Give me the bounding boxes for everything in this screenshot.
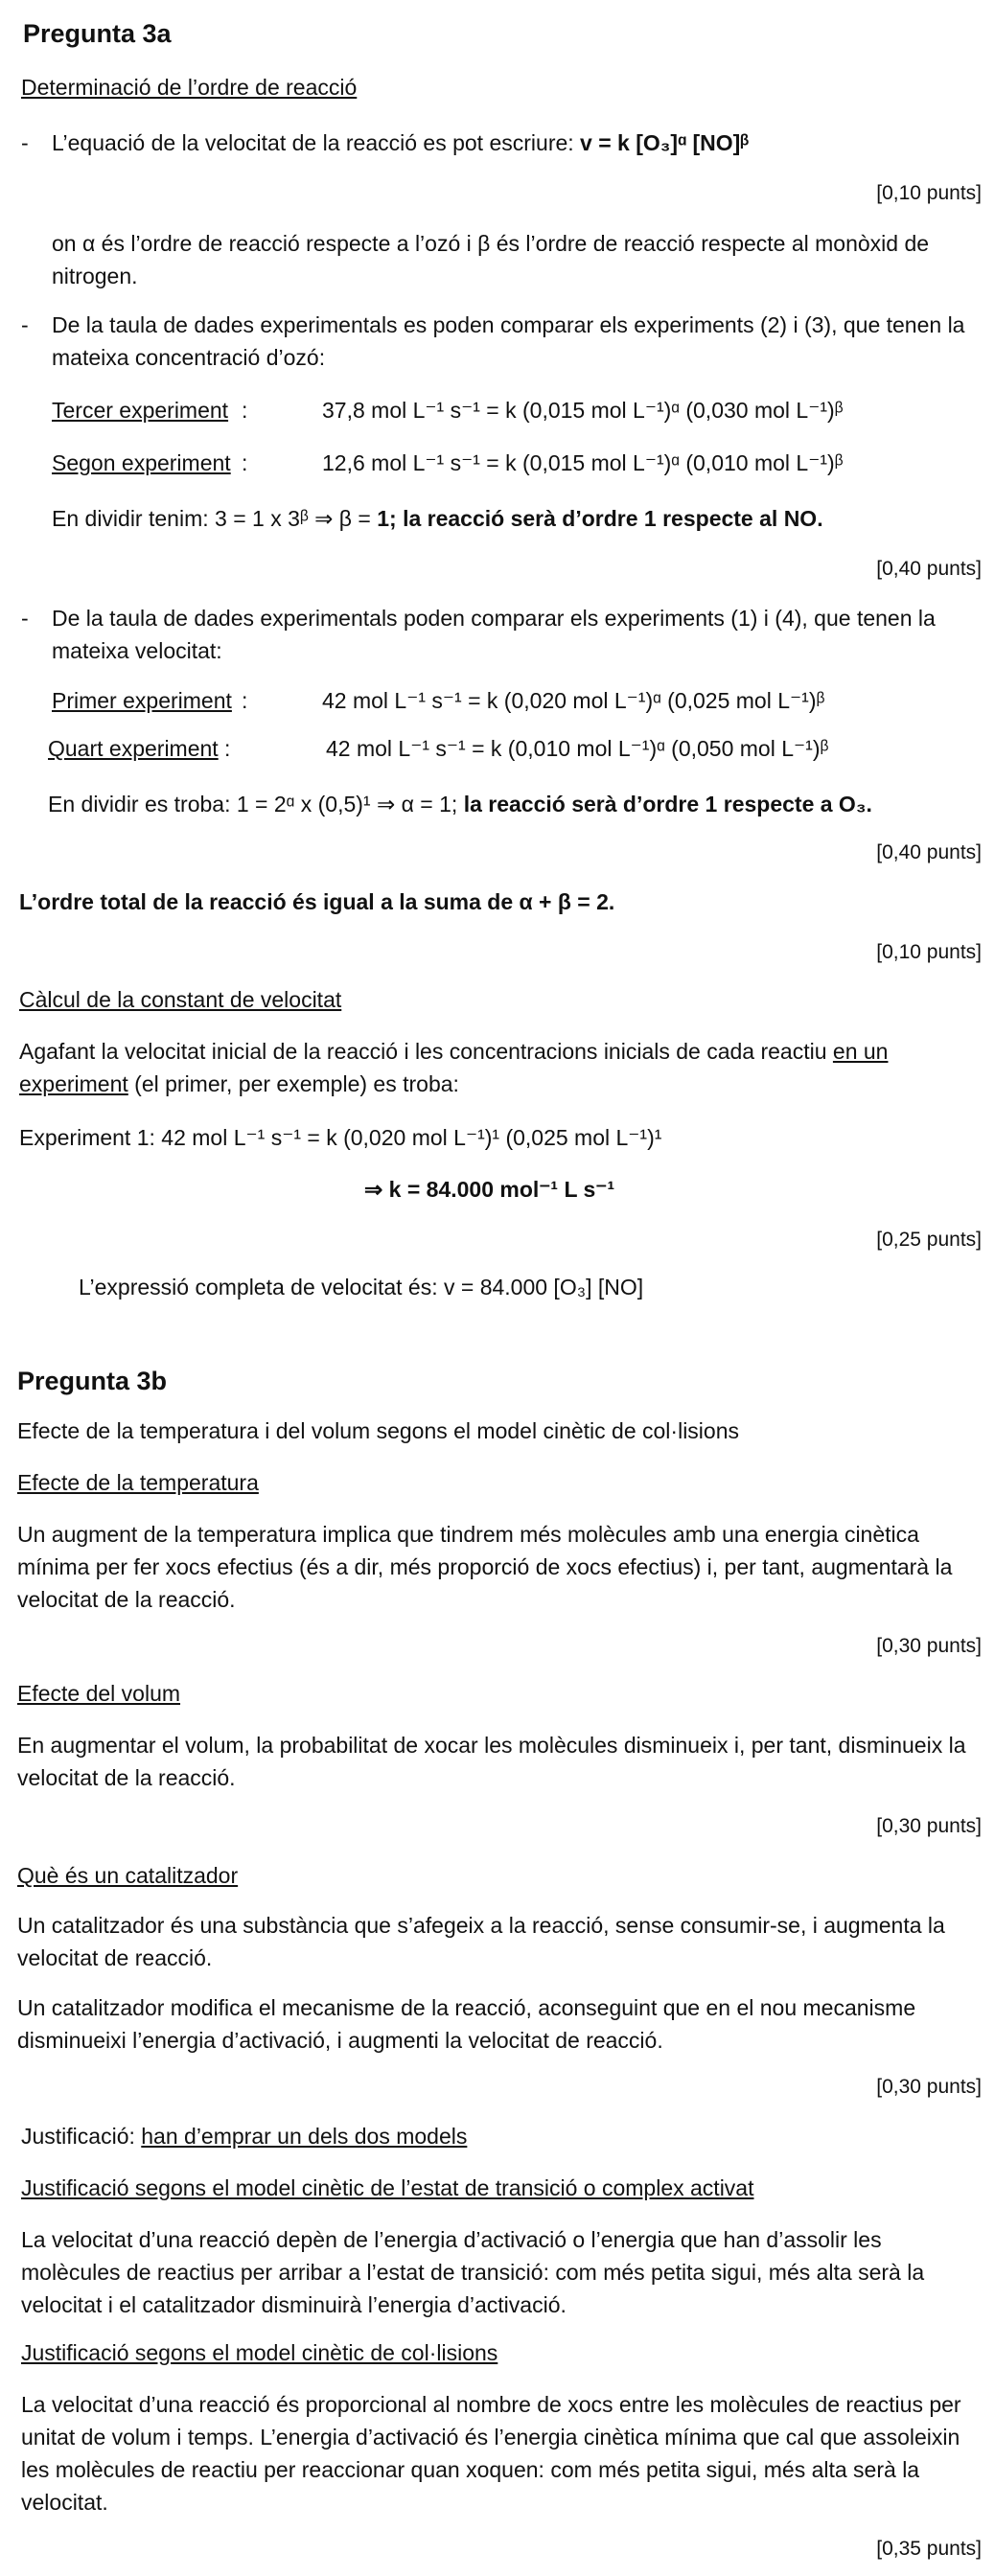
transition-state-text: La velocitat d’una reacció depèn de l’energia d’activació o l’energia que han d’assolir les molècules de reactius per arribar a l’estat de transició: com més petita sigui, més alta serà la velocitat i el catalitzador disminuirà l’energia d’activació. [21,2227,925,2317]
compare-2-3-text: De la taula de dades experimentals es poden comparar els experiments (2) i (3), que tenen la mateixa concentració d’ozó: [52,312,965,370]
collision-model-heading: Justificació segons el model cinètic de col·lisions [21,2340,498,2365]
first-experiment-equation: 42 mol L⁻¹ s⁻¹ = k (0,020 mol L⁻¹)ᵅ (0,025 mol L⁻¹)ᵝ [322,688,825,713]
transition-state-heading: Justificació segons el model cinètic de l’estat de transició o complex activat [21,2175,754,2200]
points-label: [0,25 punts] [876,1229,982,1251]
bullet-dash: - [21,130,29,155]
collision-model-text: La velocitat d’una reacció és proporcional al nombre de xocs entre les molècules de reactius per unitat de volum i temps. L’energia d’activació és l’energia cinètica mínima que cal que assoleixin les molècules de reactiu per reaccionar quan xoquen: com més petita sigui, més alta serà la velocitat. [21,2392,961,2515]
rate-constant-heading: Càlcul de la constant de velocitat [19,987,342,1012]
justification-note: Justificació: han d’emprar un dels dos models [21,2124,468,2149]
points-label: [0,30 punts] [876,1815,982,1837]
order-explanation: on α és l’ordre de reacció respecte a l’ozó i β és l’ordre de reacció respecte al monòxid de nitrogen. [52,231,930,288]
rate-constant-intro: Agafant la velocitat inicial de la reacció i les concentracions inicials de cada reactiu en un experiment (el primer, per exemple) es troba: [19,1039,889,1096]
temperature-text: Un augment de la temperatura implica que tindrem més molècules amb una energia cinètica mínima per fer xocs efectius (és a dir, més proporció de xocs efectius) i, per tant, augmentarà la velocitat de la reacció. [17,1522,953,1612]
fourth-experiment-label: Quart experiment [48,736,219,761]
q3b-intro: Efecte de la temperatura i del volum segons el model cinètic de col·lisions [17,1418,739,1443]
points-label: [0,30 punts] [876,2076,982,2098]
compare-1-4-text: De la taula de dades experimentals poden comparar els experiments (1) i (4), que tenen la mateixa velocitat: [52,606,936,663]
experiment-1-calculation: Experiment 1: 42 mol L⁻¹ s⁻¹ = k (0,020 mol L⁻¹)¹ (0,025 mol L⁻¹)¹ [19,1125,662,1150]
points-label: [0,40 punts] [876,841,982,863]
bullet-dash: - [21,606,29,631]
bullet-dash: - [21,312,29,337]
catalyst-mechanism: Un catalitzador modifica el mecanisme de la reacció, aconseguint que en el nou mecanisme disminueixi l’energia d’activació, i augmenti la velocitat de reacció. [17,1995,916,2053]
rate-equation-line: L’equació de la velocitat de la reacció es pot escriure: v = k [O₃]ᵅ [NO]ᵝ [52,130,750,155]
temperature-heading: Efecte de la temperatura [17,1470,259,1495]
points-label: [0,30 punts] [876,1635,982,1657]
total-order-statement: L’ordre total de la reacció és igual a la suma de α + β = 2. [19,889,615,914]
division-result-o3: En dividir es troba: 1 = 2ᵅ x (0,5)¹ ⇒ α = 1; la reacció serà d’ordre 1 respecte a O₃. [48,792,872,816]
question-3a-title: Pregunta 3a [23,19,172,48]
catalyst-heading: Què és un catalitzador [17,1863,239,1888]
points-label: [0,35 punts] [876,2538,982,2560]
fourth-experiment-equation: 42 mol L⁻¹ s⁻¹ = k (0,010 mol L⁻¹)ᵅ (0,050 mol L⁻¹)ᵝ [326,736,829,761]
reaction-order-heading: Determinació de l’ordre de reacció [21,75,358,100]
rate-constant-result: ⇒ k = 84.000 mol⁻¹ L s⁻¹ [364,1177,615,1202]
rate-equation: v = k [O₃]ᵅ [NO]ᵝ [580,130,750,155]
second-experiment-label: Segon experiment [52,450,231,475]
question-3b-title: Pregunta 3b [17,1367,168,1395]
points-label: [0,10 punts] [876,941,982,963]
division-result-no: En dividir tenim: 3 = 1 x 3ᵝ ⇒ β = 1; la reacció serà d’ordre 1 respecte al NO. [52,506,823,531]
volume-text: En augmentar el volum, la probabilitat de xocar les molècules disminueix i, per tant, disminueix la velocitat de la reacció. [17,1733,966,1790]
third-experiment-label: Tercer experiment [52,398,229,423]
second-experiment-equation: 12,6 mol L⁻¹ s⁻¹ = k (0,015 mol L⁻¹)ᵅ (0,010 mol L⁻¹)ᵝ [322,450,844,475]
answer-key-page: Pregunta 3a Determinació de l’ordre de reacció - L’equació de la velocitat de la reacció es pot escriure: v = k [O₃]ᵅ [NO]ᵝ [0,10 punts] on α és l’ordre de reacció respecte a l’ozó i β és l’ordre de reacció respecte al monòxid de nitrogen. - De la taula de dades experimentals es poden comparar els experiments (2) i (3), que tenen la mateixa concentració d’ozó: Tercer experiment : 37,8 mol L⁻¹ s⁻¹ = k (0,015 mol L⁻¹)ᵅ (0,030 mol L⁻¹)ᵝ Segon experiment : 12,6 mol L⁻¹ s⁻¹ = k (0,015 mol L⁻¹)ᵅ (0,010 mol L⁻¹)ᵝ En dividir tenim: 3 = 1 x 3ᵝ ⇒ β = 1; la reacció serà d’ordre 1 respecte al NO. [0,40 punts] - De la taula de dades experimentals poden comparar els experiments (1) i (4), que tenen la mateixa velocitat: Primer experiment : 42 mol L⁻¹ s⁻¹ = k (0,020 mol L⁻¹)ᵅ (0,025 mol L⁻¹)ᵝ Quart experiment : 42 mol L⁻¹ s⁻¹ = k (0,010 mol L⁻¹)ᵅ (0,050 mol L⁻¹)ᵝ En dividir es troba: 1 = 2ᵅ x (0,5)¹ ⇒ α = 1; la reacció serà d’ordre 1 respecte a O₃. [0,40 punts] L’ordre total de la reacció és igual a la suma de α + β = 2. [0,10 punts] Càlcul de la constant de velocitat Agafant la velocitat inicial de la reacció i les concentracions inicials de cada reactiu en un experiment (el primer, per exemple) es troba: Experiment 1: 42 mol L⁻¹ s⁻¹ = k (0,020 mol L⁻¹)¹ (0,025 mol L⁻¹)¹ ⇒ k = 84.000 mol⁻¹ L s⁻¹ [0,25 punts] L’expressió completa de velocitat és: v = 84.000 [O₃] [NO] Pregunta 3b Efecte de la temperatura i del volum segons el model cinètic de col·lisions Efecte de la temperatura Un augment de la temperatura implica que tindrem més molècules amb una energia cinètica mínima per fer xocs efectius (és a dir, més proporció de xocs efectius) i, per tant, augmentarà la velocitat de la reacció. [0,30 punts] Efecte del volum En augmentar el volum, la probabilitat de xocar les molècules disminueix i, per tant, disminueix la velocitat de la reacció. [0,30 punts] Què és un catalitzador Un catalitzador és una substància que s’afegeix a la reacció, sense consumir-se, i augmenta la velocitat de reacció. Un catalitzador modifica el mecanisme de la reacció, aconseguint que en el nou mecanisme disminueixi l’energia d’activació, i augmenti la velocitat de reacció. [0,30 punts] Justificació: han d’emprar un dels dos models Justificació segons el model cinètic de l’estat de transició o complex activat La velocitat d’una reacció depèn de l’energia d’activació o l’energia que han d’assolir les molècules de reactius per arribar a l’estat de transició: com més petita sigui, més alta serà la velocitat i el catalitzador disminuirà l’energia d’activació. Justificació segons el model cinètic de col·lisions La velocitat d’una reacció és proporcional al nombre de xocs entre les molècules de reactius per unitat de volum i temps. L’energia d’activació és l’energia cinètica mínima que cal que assoleixin les molècules de reactiu per reaccionar quan xoquen: com més petita sigui, més alta serà la velocitat. [0,35 punts] [17,19,982,2560]
points-label: [0,40 punts] [876,558,982,580]
first-experiment-label: Primer experiment [52,688,232,713]
complete-rate-expression: L’expressió completa de velocitat és: v = 84.000 [O₃] [NO] [79,1275,644,1300]
volume-heading: Efecte del volum [17,1681,181,1706]
third-experiment-equation: 37,8 mol L⁻¹ s⁻¹ = k (0,015 mol L⁻¹)ᵅ (0,030 mol L⁻¹)ᵝ [322,398,844,423]
catalyst-definition: Un catalitzador és una substància que s’afegeix a la reacció, sense consumir-se, i augmenta la velocitat de reacció. [17,1913,945,1970]
points-label: [0,10 punts] [876,182,982,204]
